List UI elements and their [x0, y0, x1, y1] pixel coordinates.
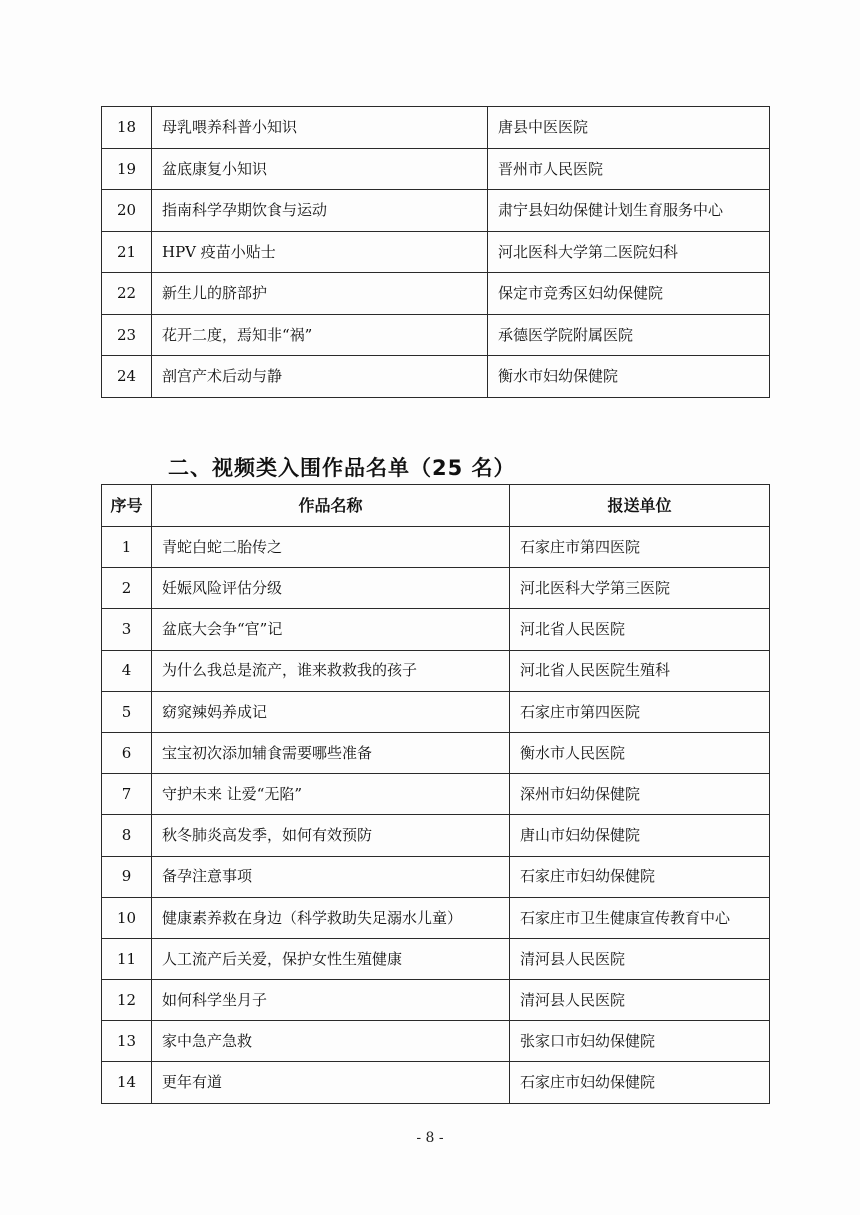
- entries-table-continued: [101, 106, 770, 398]
- row-submitting-unit: 深州市妇幼保健院: [510, 774, 770, 815]
- row-submitting-unit: 河北医科大学第三医院: [510, 568, 770, 609]
- row-submitting-unit: 保定市竞秀区妇幼保健院: [488, 273, 770, 315]
- row-work-title: 花开二度，焉知非“祸”: [152, 314, 488, 356]
- row-submitting-unit: 衡水市妇幼保健院: [488, 356, 770, 398]
- row-work-title: 备孕注意事项: [152, 856, 510, 897]
- row-submitting-unit: 晋州市人民医院: [488, 148, 770, 190]
- row-work-title: HPV 疫苗小贴士: [152, 231, 488, 273]
- section-heading: 二、视频类入围作品名单（25 名）: [168, 456, 516, 480]
- row-submitting-unit: 唐县中医医院: [488, 107, 770, 149]
- table-row: [102, 107, 770, 149]
- table-row: [102, 938, 770, 979]
- video-table-body: [102, 527, 770, 1104]
- table-row: [102, 148, 770, 190]
- row-serial-number: 12: [102, 980, 152, 1021]
- row-work-title: 宝宝初次添加辅食需要哪些准备: [152, 732, 510, 773]
- header-work-title: 作品名称: [152, 485, 510, 527]
- row-submitting-unit: 唐山市妇幼保健院: [510, 815, 770, 856]
- row-serial-number: 19: [102, 148, 152, 190]
- video-entries-table: [101, 484, 770, 1104]
- row-work-title: 盆底康复小知识: [152, 148, 488, 190]
- table-row: [102, 273, 770, 315]
- table-row: [102, 527, 770, 568]
- row-work-title: 母乳喂养科普小知识: [152, 107, 488, 149]
- entries-table-body: [102, 107, 770, 398]
- table-row: [102, 1021, 770, 1062]
- row-serial-number: 23: [102, 314, 152, 356]
- row-serial-number: 11: [102, 938, 152, 979]
- row-serial-number: 22: [102, 273, 152, 315]
- row-submitting-unit: 清河县人民医院: [510, 980, 770, 1021]
- row-submitting-unit: 河北医科大学第二医院妇科: [488, 231, 770, 273]
- row-work-title: 守护未来 让爱“无陷”: [152, 774, 510, 815]
- table-row: [102, 650, 770, 691]
- row-work-title: 妊娠风险评估分级: [152, 568, 510, 609]
- table-row: [102, 609, 770, 650]
- row-submitting-unit: 张家口市妇幼保健院: [510, 1021, 770, 1062]
- row-submitting-unit: 承德医学院附属医院: [488, 314, 770, 356]
- table-row: [102, 774, 770, 815]
- row-serial-number: 2: [102, 568, 152, 609]
- row-serial-number: 5: [102, 691, 152, 732]
- table-row: [102, 980, 770, 1021]
- row-work-title: 为什么我总是流产，谁来救救我的孩子: [152, 650, 510, 691]
- table-row: [102, 732, 770, 773]
- row-serial-number: 6: [102, 732, 152, 773]
- row-submitting-unit: 河北省人民医院: [510, 609, 770, 650]
- row-serial-number: 1: [102, 527, 152, 568]
- table-row: [102, 856, 770, 897]
- header-submitting-unit: 报送单位: [510, 485, 770, 527]
- header-serial-number: 序号: [102, 485, 152, 527]
- row-work-title: 盆底大会争“官”记: [152, 609, 510, 650]
- table-header-row: [102, 485, 770, 527]
- row-submitting-unit: 清河县人民医院: [510, 938, 770, 979]
- row-submitting-unit: 肃宁县妇幼保健计划生育服务中心: [488, 190, 770, 232]
- table-row: [102, 231, 770, 273]
- row-submitting-unit: 河北省人民医院生殖科: [510, 650, 770, 691]
- table-row: [102, 1062, 770, 1103]
- row-submitting-unit: 石家庄市妇幼保健院: [510, 856, 770, 897]
- row-submitting-unit: 石家庄市卫生健康宣传教育中心: [510, 897, 770, 938]
- row-submitting-unit: 石家庄市第四医院: [510, 691, 770, 732]
- row-serial-number: 10: [102, 897, 152, 938]
- row-submitting-unit: 石家庄市第四医院: [510, 527, 770, 568]
- row-work-title: 更年有道: [152, 1062, 510, 1103]
- row-work-title: 人工流产后关爱，保护女性生殖健康: [152, 938, 510, 979]
- row-serial-number: 8: [102, 815, 152, 856]
- row-work-title: 新生儿的脐部护: [152, 273, 488, 315]
- row-submitting-unit: 衡水市人民医院: [510, 732, 770, 773]
- row-work-title: 剖宫产术后动与静: [152, 356, 488, 398]
- row-submitting-unit: 石家庄市妇幼保健院: [510, 1062, 770, 1103]
- row-work-title: 青蛇白蛇二胎传之: [152, 527, 510, 568]
- row-serial-number: 4: [102, 650, 152, 691]
- row-serial-number: 3: [102, 609, 152, 650]
- row-work-title: 秋冬肺炎高发季，如何有效预防: [152, 815, 510, 856]
- row-work-title: 如何科学坐月子: [152, 980, 510, 1021]
- table-row: [102, 568, 770, 609]
- row-serial-number: 20: [102, 190, 152, 232]
- row-serial-number: 18: [102, 107, 152, 149]
- row-serial-number: 13: [102, 1021, 152, 1062]
- row-work-title: 家中急产急救: [152, 1021, 510, 1062]
- table-row: [102, 691, 770, 732]
- table-row: [102, 190, 770, 232]
- row-work-title: 指南科学孕期饮食与运动: [152, 190, 488, 232]
- row-serial-number: 9: [102, 856, 152, 897]
- row-work-title: 健康素养救在身边（科学救助失足溺水儿童）: [152, 897, 510, 938]
- table-row: [102, 815, 770, 856]
- table-row: [102, 897, 770, 938]
- row-work-title: 窈窕辣妈养成记: [152, 691, 510, 732]
- table-row: [102, 356, 770, 398]
- row-serial-number: 21: [102, 231, 152, 273]
- row-serial-number: 24: [102, 356, 152, 398]
- row-serial-number: 7: [102, 774, 152, 815]
- table-row: [102, 314, 770, 356]
- page-number: - 8 -: [416, 1130, 444, 1146]
- row-serial-number: 14: [102, 1062, 152, 1103]
